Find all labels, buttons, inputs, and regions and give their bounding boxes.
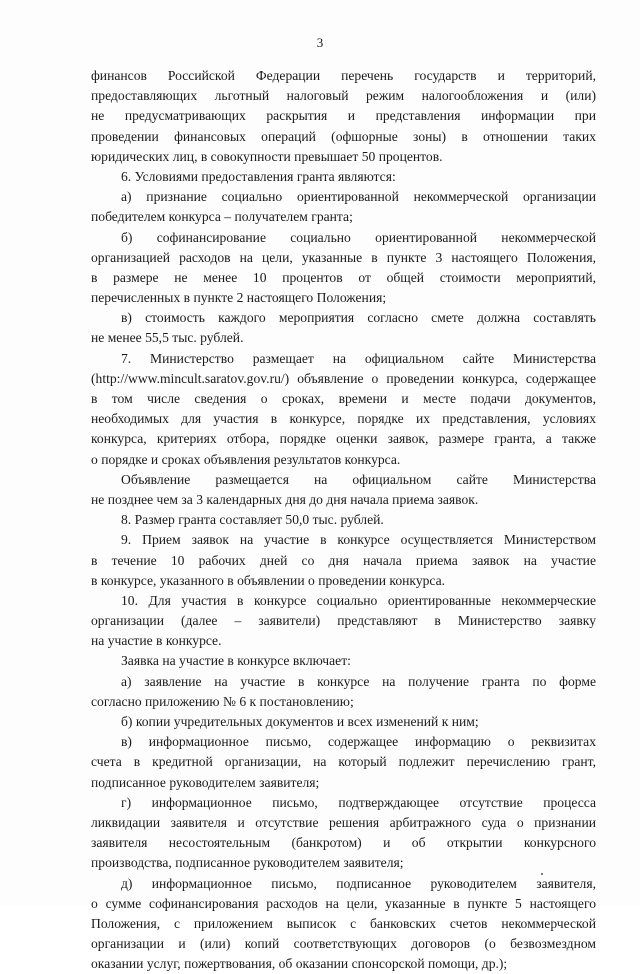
document-body — [91, 66, 596, 974]
page-number: 3 — [316, 35, 324, 50]
text-line: организацией расходов на цели, указанные в пункте 3 настоящего Положения, — [91, 249, 596, 265]
text-line: не менее 55,5 тыс. рублей. — [91, 330, 244, 346]
text-line: согласно приложению № 6 к постановлению; — [91, 693, 354, 709]
text-line: 6. Условиями предоставления гранта являются: — [121, 168, 396, 184]
text-line: юридических лиц, в совокупности превышает 50 процентов. — [91, 148, 443, 164]
text-line: б) софинансирование социально ориентированной некоммерческой — [121, 229, 596, 245]
text-line: а) заявление на участие в конкурсе на получение гранта по форме — [121, 673, 596, 689]
text-line: а) признание социально ориентированной некоммерческой организации — [121, 189, 596, 205]
text-line: проведении финансовых операций (офшорные зоны) в отношении таких — [91, 128, 596, 144]
text-line: необходимых для участия в конкурсе, порядке их представления, условиях — [91, 411, 596, 427]
text-line: о сумме софинансирования расходов на цели, указанные в пункте 5 настоящего — [91, 895, 596, 911]
text-line: предоставляющих льготный налоговый режим налогообложения и (или) — [91, 88, 596, 104]
text-line: (http://www.mincult.saratov.gov.ru/) объявление о проведении конкурса, содержащее — [91, 370, 596, 386]
text-line: о порядке и сроках объявления результатов конкурса. — [91, 451, 401, 467]
text-line: счета в кредитной организации, на который подлежит перечислению грант, — [91, 754, 596, 770]
text-line: организации (далее – заявители) представляют в Министерство заявку — [91, 613, 596, 629]
text-line: производства, подписанное руководителем заявителя; — [91, 855, 404, 871]
text-line: в размере не менее 10 процентов от общей стоимости мероприятий, — [91, 269, 596, 285]
text-line: 10. Для участия в конкурсе социально ориентированные некоммерческие — [121, 592, 596, 608]
text-line: 7. Министерство размещает на официальном сайте Министерства — [121, 350, 596, 366]
text-line: оказании услуг, пожертвования, об оказании спонсорской помощи, др.); — [91, 956, 508, 972]
text-line: Положения, с приложением выписок с банковских счетов некоммерческой — [91, 915, 596, 931]
text-line: д) информационное письмо, подписанное руководителем заявителя, — [121, 875, 596, 891]
text-line: в том числе сведения о сроках, времени и месте подачи документов, — [91, 391, 596, 406]
text-line: 8. Размер гранта составляет 50,0 тыс. рублей. — [121, 512, 384, 528]
text-line: конкурса, критериях отбора, порядке оценки заявок, размере гранта, а также — [91, 431, 596, 447]
text-line: в течение 10 рабочих дней со дня начала приема заявок на участие — [91, 552, 596, 568]
text-line: организации и (или) копий соответствующих договоров (о безвозмездном — [91, 936, 596, 952]
scan-speck — [541, 873, 543, 875]
text-line: 9. Прием заявок на участие в конкурсе осуществляется Министерством — [121, 532, 596, 548]
text-line: в) информационное письмо, содержащее информацию о реквизитах — [121, 734, 596, 750]
text-line: Объявление размещается на официальном сайте Министерства — [121, 471, 596, 487]
text-line: г) информационное письмо, подтверждающее отсутствие процесса — [121, 794, 596, 810]
text-line: заявителя несостоятельным (банкротом) и об открытии конкурсного — [91, 835, 596, 851]
text-line: финансов Российской Федерации перечень государств и территорий, — [91, 68, 596, 83]
text-line: на участие в конкурсе. — [91, 633, 222, 649]
text-line: победителем конкурса – получателем гранта; — [91, 209, 353, 225]
text-line: не предусматривающих раскрытия и представления информации при — [91, 108, 596, 124]
text-line: перечисленных в пункте 2 настоящего Положения; — [91, 290, 387, 306]
text-line: не позднее чем за 3 календарных дня до дня начала приема заявок. — [91, 491, 479, 507]
text-line: в) стоимость каждого мероприятия согласно смете должна составлять — [121, 310, 596, 326]
text-line: б) копии учредительных документов и всех изменений к ним; — [121, 714, 479, 729]
text-line: в конкурсе, указанного в объявлении о проведении конкурса. — [91, 572, 446, 588]
text-line: Заявка на участие в конкурсе включает: — [121, 653, 351, 669]
text-line: ликвидации заявителя и отсутствие решения арбитражного суда о признании — [91, 814, 596, 830]
text-line: подписанное руководителем заявителя; — [91, 774, 320, 790]
